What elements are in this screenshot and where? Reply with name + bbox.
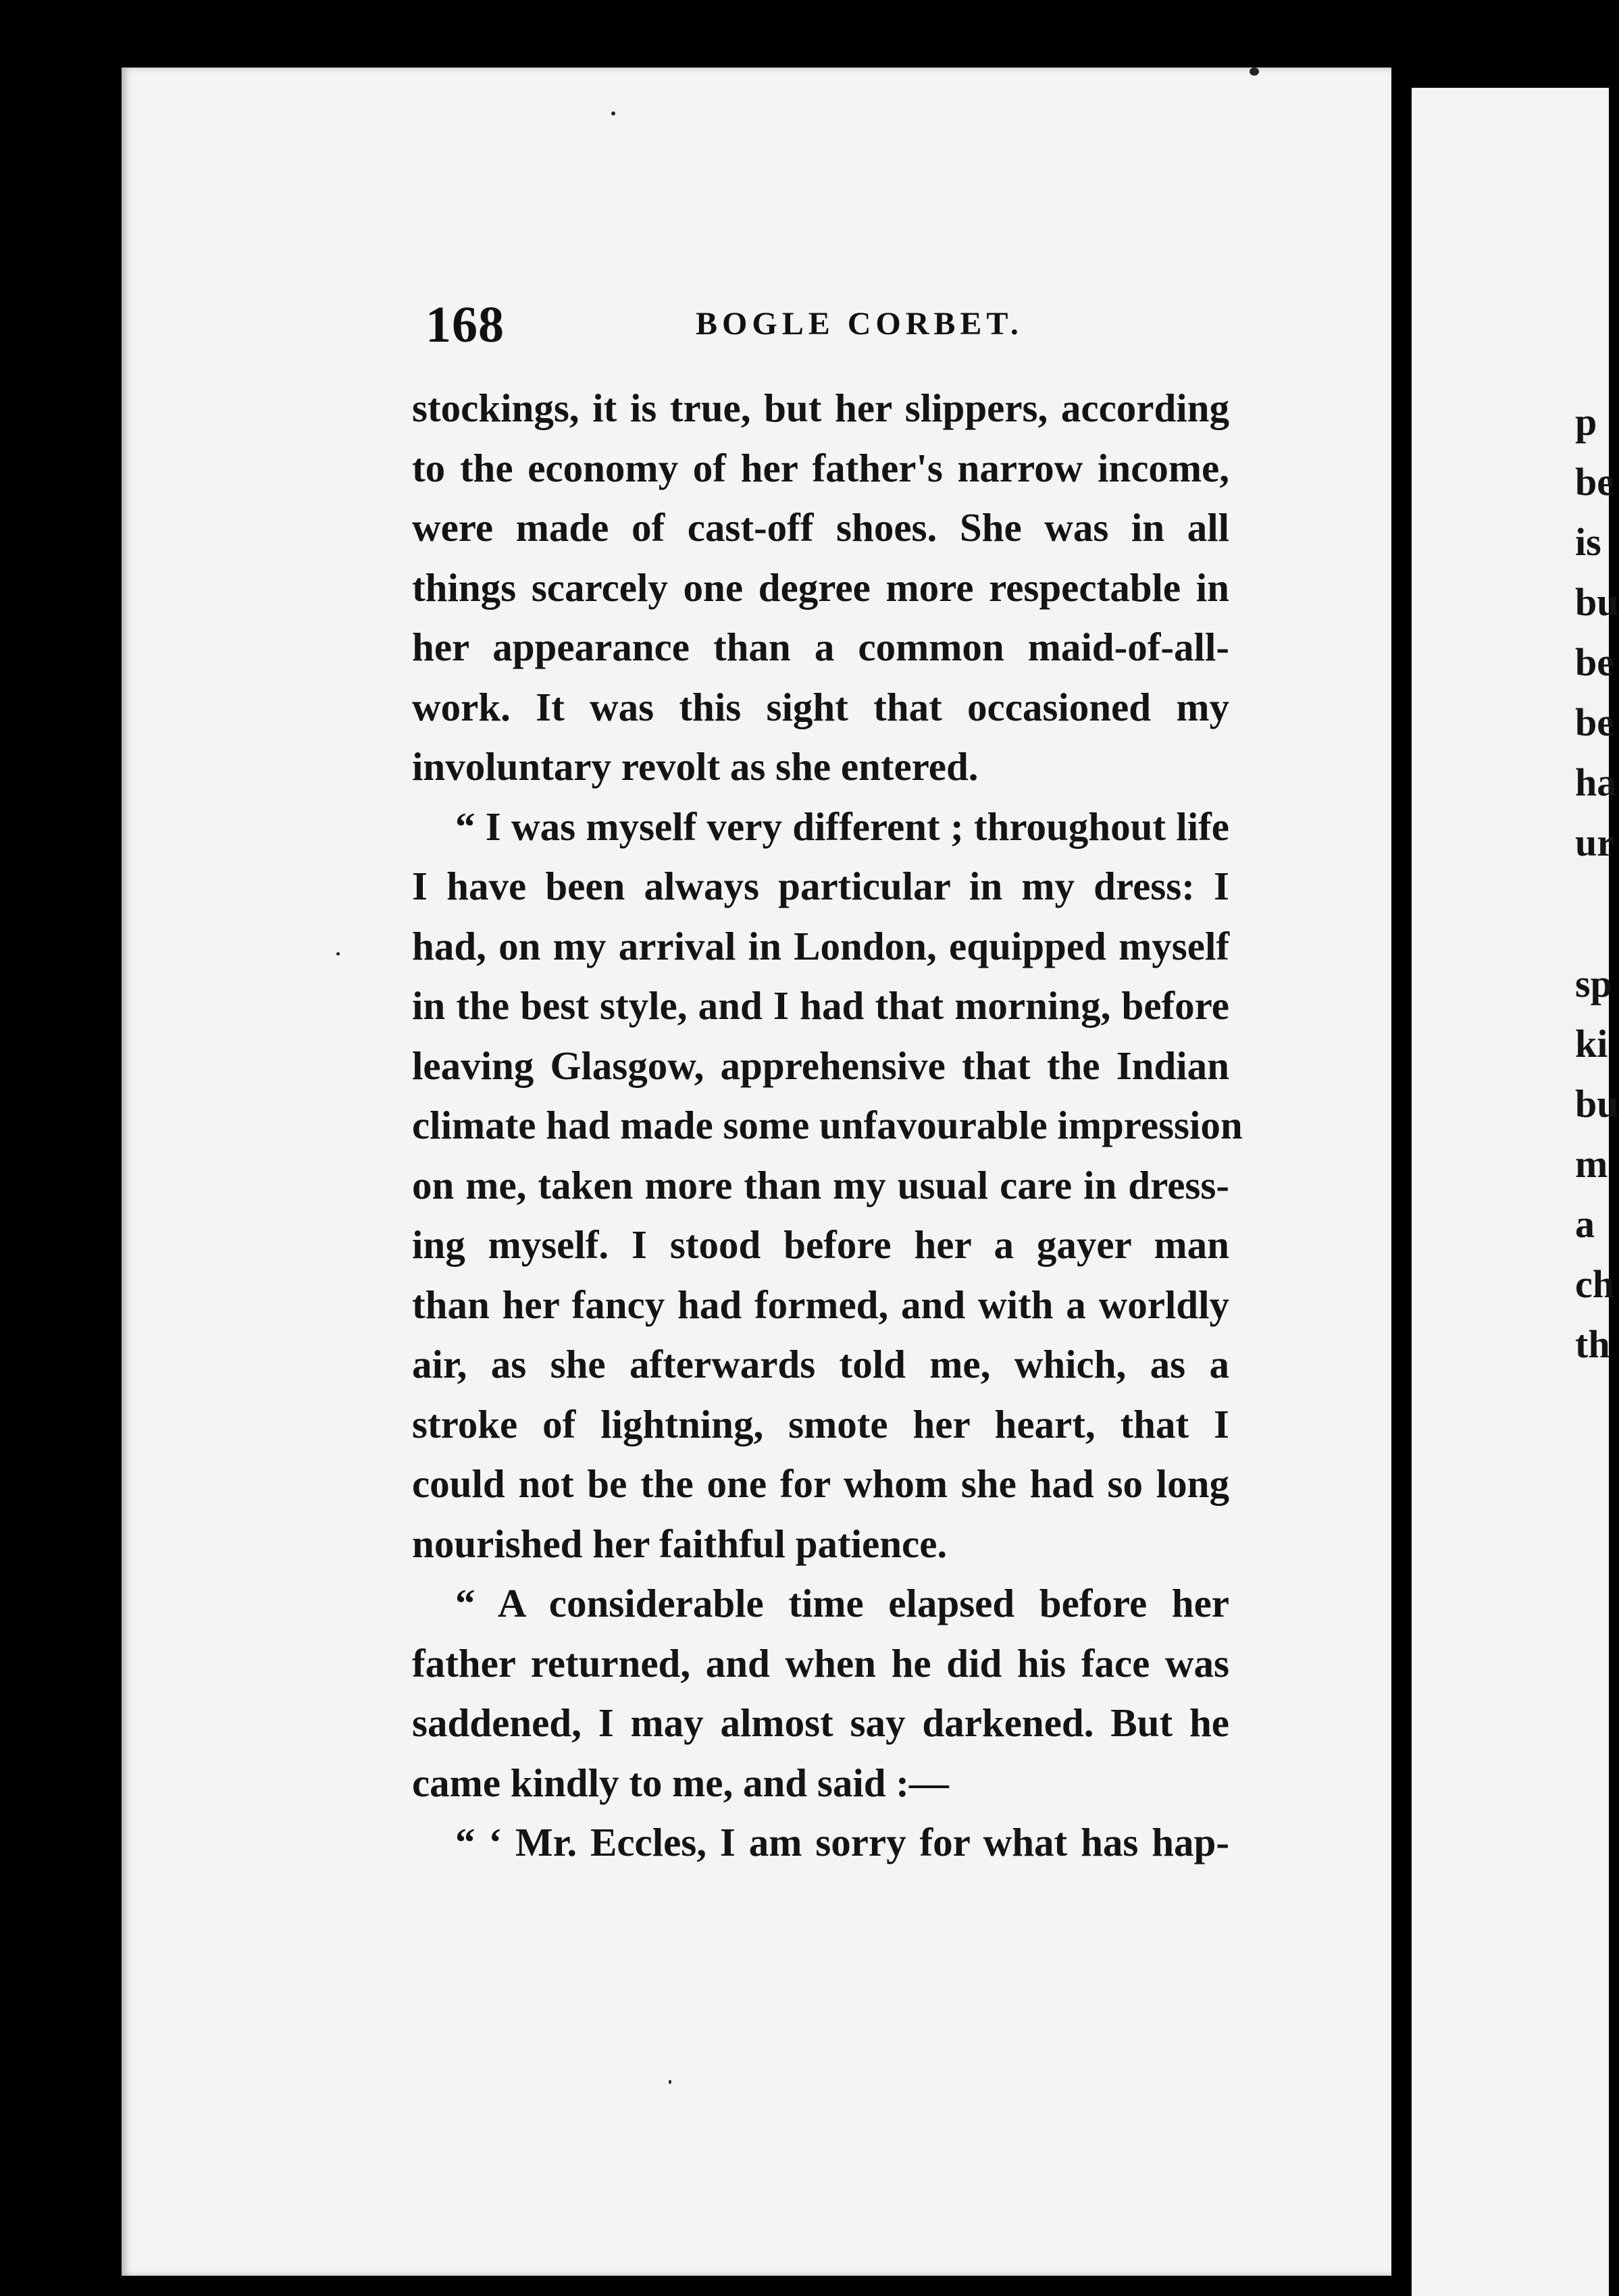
right-page-fragment: sp	[1575, 962, 1612, 1006]
text-line: ing myself. I stood before her a gayer man	[412, 1222, 1229, 1267]
text-line: climate had made some unfavourable impression	[412, 1103, 1243, 1147]
right-page-fragment: th	[1575, 1322, 1610, 1366]
right-page-fragment: ki	[1575, 1022, 1608, 1066]
text-line: came kindly to me, and said :—	[412, 1760, 949, 1805]
dust-speck	[669, 2080, 671, 2084]
right-page-fragment: ch	[1575, 1262, 1614, 1306]
page-gutter	[1391, 27, 1412, 2282]
right-page-fragment: p	[1575, 400, 1597, 444]
text-line: saddened, I may almost say darkened. But he	[412, 1700, 1229, 1745]
right-page-fragment: be	[1575, 640, 1614, 684]
paragraph-gap	[1575, 872, 1616, 954]
text-line: stockings, it is true, but her slippers, according	[412, 386, 1229, 430]
right-page-fragment: a	[1575, 1202, 1595, 1246]
dust-speck	[611, 111, 615, 115]
text-line: stroke of lightning, smote her heart, that I	[412, 1401, 1229, 1446]
body-text	[412, 378, 1243, 1873]
right-page-fragment: m	[1575, 1142, 1608, 1186]
text-line: things scarcely one degree more respectable in	[412, 565, 1229, 610]
text-line: air, as she afterwards told me, which, as a	[412, 1342, 1229, 1386]
text-line: were made of cast-off shoes. She was in all	[412, 505, 1229, 550]
dust-speck	[1250, 68, 1259, 76]
right-page-fragment: bu	[1575, 580, 1619, 624]
running-title: BOGLE CORBET.	[696, 306, 1023, 342]
right-page-text-fragments	[1575, 392, 1619, 1374]
text-line: in the best style, and I had that morning, before	[412, 983, 1229, 1028]
right-page-fragment: be	[1575, 460, 1614, 504]
text-line: to the economy of her father's narrow income,	[412, 445, 1229, 490]
text-line: on me, taken more than my usual care in dress-	[412, 1162, 1229, 1207]
running-head	[426, 296, 1250, 357]
text-line: could not be the one for whom she had so long	[412, 1461, 1229, 1506]
right-page-fragment: bu	[1575, 1082, 1619, 1126]
text-line: leaving Glasgow, apprehensive that the Indian	[412, 1043, 1229, 1088]
text-line: her appearance than a common maid-of-all-	[412, 625, 1229, 669]
text-line: I have been always particular in my dress: I	[412, 864, 1229, 908]
text-line: than her fancy had formed, and with a worldly	[412, 1282, 1229, 1327]
dust-speck	[336, 952, 340, 956]
right-page-fragment: is	[1575, 520, 1601, 564]
text-line: nourished her faithful patience.	[412, 1521, 948, 1566]
text-line: “ I was myself very different ; throughout life	[455, 804, 1229, 849]
right-page-fragment: be	[1575, 700, 1614, 744]
right-page-fragment: ha	[1575, 760, 1617, 804]
text-line: father returned, and when he did his face was	[412, 1640, 1229, 1686]
text-line: “ A considerable time elapsed before her	[455, 1581, 1229, 1625]
text-line: had, on my arrival in London, equipped myself	[412, 923, 1229, 968]
text-line: involuntary revolt as she entered.	[412, 744, 979, 789]
right-page-fragment: ur	[1575, 820, 1614, 864]
text-line: work. It was this sight that occasioned my	[412, 684, 1229, 729]
text-line: “ ‘ Mr. Eccles, I am sorry for what has hap-	[455, 1820, 1229, 1864]
page-number: 168	[426, 296, 505, 353]
